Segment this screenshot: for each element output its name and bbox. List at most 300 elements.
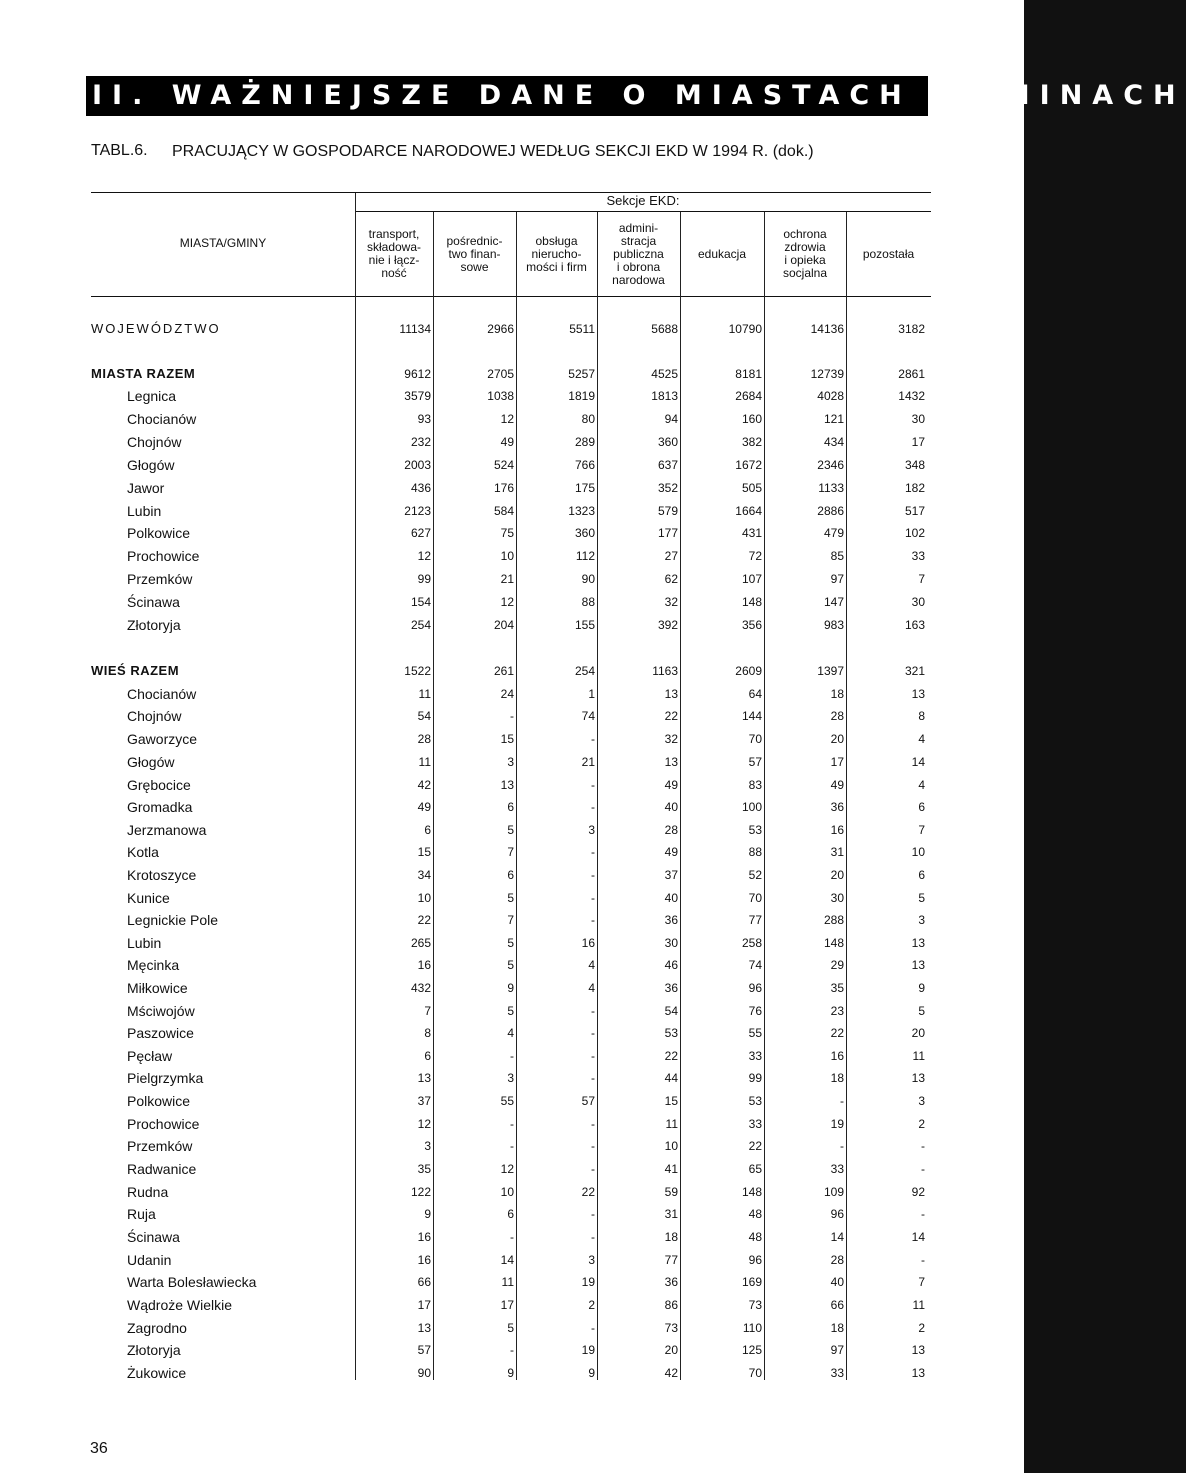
row-value: 1432 [898,389,925,403]
row-label: Prochowice [127,1116,200,1132]
row-value: 434 [823,435,844,449]
row-value: 17 [911,435,925,449]
row-value: 15 [417,845,431,859]
table-row [91,977,931,999]
row-value: 12 [500,595,514,609]
row-value: 10790 [728,322,762,336]
row-value: 28 [417,732,431,746]
row-label: Jerzmanowa [127,822,207,838]
row-value: 13 [911,958,925,972]
row-value: 102 [904,526,925,540]
table-row [91,1022,931,1044]
table-row [91,614,931,636]
table-row [91,408,931,430]
row-label: Paszowice [127,1025,194,1041]
row-value: 182 [904,481,925,495]
header-bottom-rule [91,296,931,297]
row-label: Żukowice [127,1365,187,1381]
row-value: 74 [581,709,595,723]
row-value: 3579 [404,389,431,403]
row-label: Polkowice [127,1093,191,1109]
row-value: 35 [830,981,844,995]
row-value: 155 [574,618,595,632]
row-value: - [591,1071,595,1085]
row-value: 18 [830,687,844,701]
row-value: 232 [410,435,431,449]
row-value: 28 [664,823,678,837]
row-value: - [921,1207,925,1221]
row-value: 9 [507,1366,514,1380]
row-value: 27 [664,549,678,563]
row-value: - [921,1139,925,1153]
row-value: - [591,845,595,859]
row-value: 9612 [404,367,431,381]
row-value: 382 [741,435,762,449]
row-value: 88 [748,845,762,859]
table-row [91,385,931,407]
row-value: 20 [830,868,844,882]
row-label: Gaworzyce [127,731,198,747]
row-value: 2684 [735,389,762,403]
table-row [91,1226,931,1248]
row-value: 9 [918,981,925,995]
row-value: 17 [500,1298,514,1312]
row-value: - [591,1139,595,1153]
row-value: 121 [823,412,844,426]
row-value: 83 [748,778,762,792]
row-value: 392 [657,618,678,632]
row-value: 72 [748,549,762,563]
row-value: 96 [748,1253,762,1267]
row-label: Kotla [127,844,159,860]
row-value: 148 [741,595,762,609]
table-row [91,841,931,863]
row-value: 54 [664,1004,678,1018]
row-label: Lubin [127,935,162,951]
row-value: 62 [664,572,678,586]
row-value: 53 [748,823,762,837]
row-value: 254 [574,664,595,678]
row-value: - [510,1049,514,1063]
row-value: 479 [823,526,844,540]
row-value: 505 [741,481,762,495]
row-value: 86 [664,1298,678,1312]
row-value: 5511 [569,322,595,336]
col-header [846,248,931,261]
col-header-line: pośrednic- [446,233,503,248]
row-label: Legnica [127,388,177,404]
row-value: 49 [830,778,844,792]
col-header-line: nierucho- [531,246,582,261]
table-row [91,454,931,476]
row-value: 99 [417,572,431,586]
row-value: 37 [664,868,678,882]
row-value: 7 [507,845,514,859]
col-header [433,235,516,274]
table-row [91,1158,931,1180]
row-value: 13 [911,687,925,701]
row-value: 93 [417,412,431,426]
row-value: 4028 [817,389,844,403]
row-value: 6 [507,1207,514,1221]
row-value: 100 [741,800,762,814]
row-value: 13 [911,1071,925,1085]
row-value: 16 [581,936,595,950]
row-value: 321 [904,664,925,678]
row-value: 53 [664,1026,678,1040]
row-value: 517 [904,504,925,518]
row-value: - [591,868,595,882]
row-value: 5 [918,891,925,905]
row-value: 112 [575,549,595,563]
row-value: 20 [664,1343,678,1357]
table-row [91,705,931,727]
row-value: 53 [748,1094,762,1108]
row-value: 13 [911,1366,925,1380]
row-value: 14 [911,1230,925,1244]
row-value: 21 [500,572,514,586]
table-row [91,522,931,544]
row-value: 31 [830,845,844,859]
table-row [91,683,931,705]
row-value: 9 [588,1366,595,1380]
row-value: 4525 [651,367,678,381]
row-value: 983 [823,618,844,632]
row-value: 22 [417,913,431,927]
row-value: 11 [418,687,431,701]
col-header [764,228,846,280]
row-value: 36 [664,981,678,995]
row-value: 32 [664,732,678,746]
col-header-line: obsługa [535,233,578,248]
table-row [91,477,931,499]
row-value: 96 [830,1207,844,1221]
row-value: - [591,1026,595,1040]
table-row [91,1294,931,1316]
table-row [91,660,931,682]
row-value: 2 [918,1117,925,1131]
col-header-line: transport, [368,227,420,241]
row-value: 110 [742,1321,762,1335]
table-row [91,363,931,385]
row-value: 5257 [568,367,595,381]
row-value: - [591,891,595,905]
row-value: 524 [493,458,514,472]
table-row [91,1067,931,1089]
row-value: 2123 [404,504,431,518]
col-header-line: mości i firm [526,259,587,274]
col-header-line: sowe [460,259,489,274]
row-label: Złotoryja [127,617,181,633]
table-row [91,1045,931,1067]
row-value: 6 [507,868,514,882]
table-row [91,887,931,909]
row-value: - [840,1139,844,1153]
row-value: 169 [741,1275,762,1289]
row-value: 9 [424,1207,431,1221]
row-value: 15 [664,1094,678,1108]
row-value: 125 [741,1343,762,1357]
row-label: Głogów [127,754,175,770]
col-header-line: publiczna [613,246,664,261]
row-value: 107 [741,572,762,586]
row-value: 2886 [817,504,844,518]
row-value: 19 [830,1117,844,1131]
row-value: - [921,1253,925,1267]
row-value: 2966 [487,322,514,336]
row-value: 17 [830,755,844,769]
table-row [91,1339,931,1361]
row-value: - [921,1162,925,1176]
row-value: 360 [574,526,595,540]
row-value: 6 [918,800,925,814]
row-value: - [510,1230,514,1244]
row-value: 99 [748,1071,762,1085]
row-value: 28 [830,709,844,723]
row-value: 2003 [404,458,431,472]
row-value: 10 [500,1185,514,1199]
table-row [91,431,931,453]
table-row [91,932,931,954]
row-value: 75 [500,526,514,540]
row-value: 1163 [652,664,678,678]
table-row [91,1362,931,1384]
row-value: 431 [741,526,762,540]
row-value: 37 [417,1094,431,1108]
row-value: 5 [507,823,514,837]
row-value: 1522 [404,664,431,678]
row-label: Chocianów [127,411,197,427]
row-value: 30 [911,412,925,426]
row-value: 36 [664,1275,678,1289]
row-value: 22 [664,1049,678,1063]
table-row [91,500,931,522]
row-label: Ścinawa [127,1229,180,1245]
row-value: 176 [493,481,514,495]
row-value: 7 [918,1275,925,1289]
col-header-line: narodowa [612,272,665,287]
row-value: 40 [830,1275,844,1289]
col-header-line: i obrona [616,259,661,274]
col-header [355,228,433,280]
row-label: Rudna [127,1184,169,1200]
row-value: 1813 [651,389,678,403]
row-value: 6 [424,823,431,837]
row-label: Gromadka [127,799,193,815]
col-header-name: MIASTA/GMINY [179,236,267,250]
table-row [91,1181,931,1203]
row-value: 352 [657,481,678,495]
row-value: 265 [410,936,431,950]
table-row [91,819,931,841]
col-header-line: ochrona [783,227,827,241]
row-value: 57 [417,1343,431,1357]
row-value: 15 [500,732,514,746]
row-value: 46 [664,958,678,972]
row-value: 65 [748,1162,762,1176]
row-value: - [840,1094,844,1108]
row-value: - [591,913,595,927]
row-value: 33 [748,1049,762,1063]
row-value: 19 [581,1275,595,1289]
row-value: 20 [911,1026,925,1040]
row-value: 2 [588,1298,595,1312]
row-value: 5688 [651,322,678,336]
table-number: TABL.6. [91,142,148,159]
row-value: 13 [417,1321,431,1335]
row-label: Przemków [127,1138,193,1154]
row-value: 148 [823,936,844,950]
table-row [91,774,931,796]
row-label: Kunice [127,890,170,906]
row-value: - [591,1117,595,1131]
row-label: Wądroże Wielkie [127,1297,233,1313]
row-value: 11 [665,1117,678,1131]
row-value: 10 [500,549,514,563]
row-value: 90 [581,572,595,586]
row-value: 160 [741,412,762,426]
row-value: 31 [664,1207,678,1221]
row-value: 88 [581,595,595,609]
row-value: 30 [830,891,844,905]
col-header-line: nie i łącz- [368,253,420,267]
col-header-line: edukacja [697,246,747,261]
row-label: Krotoszyce [127,867,197,883]
row-value: 8181 [735,367,762,381]
row-value: 2705 [487,367,514,381]
row-value: 30 [664,936,678,950]
row-label: Pielgrzymka [127,1070,204,1086]
col-header-line: admini- [618,220,659,235]
row-value: 147 [823,595,844,609]
table-row [91,318,931,340]
row-value: 3 [918,913,925,927]
col-header-line: i opieka [784,253,826,267]
table-row [91,954,931,976]
row-value: 16 [417,1253,431,1267]
row-value: 2861 [898,367,925,381]
row-value: 11 [501,1275,514,1289]
row-value: 254 [410,618,431,632]
row-value: 97 [830,1343,844,1357]
row-value: 9 [507,981,514,995]
row-value: 11 [912,1049,925,1063]
table-row [91,1135,931,1157]
row-value: 18 [830,1071,844,1085]
row-value: 92 [911,1185,925,1199]
row-value: 16 [417,1230,431,1244]
row-label: Chocianów [127,686,197,702]
row-value: 4 [588,981,595,995]
row-value: 436 [410,481,431,495]
table-row [91,1000,931,1022]
col-header-line: pozostała [862,246,915,261]
row-value: 57 [748,755,762,769]
row-label: Chojnów [127,434,182,450]
row-value: - [510,1117,514,1131]
row-value: 12 [500,1162,514,1176]
row-value: 48 [748,1230,762,1244]
row-value: 13 [911,936,925,950]
col-header [516,235,597,274]
row-value: 90 [417,1366,431,1380]
row-value: 1323 [568,504,595,518]
table-row [91,1271,931,1293]
row-value: 7 [424,1004,431,1018]
row-label: MIASTA RAZEM [91,366,196,381]
row-value: 55 [500,1094,514,1108]
row-value: 70 [748,1366,762,1380]
row-value: 30 [911,595,925,609]
row-value: 49 [417,800,431,814]
row-value: 766 [574,458,595,472]
row-value: 94 [664,412,678,426]
table-title: PRACUJĄCY W GOSPODARCE NARODOWEJ WEDŁUG SEKCJI EKD W 1994 R. (dok.) [172,143,814,160]
row-label: Ścinawa [127,594,180,610]
row-value: 289 [574,435,595,449]
row-value: 10 [911,845,925,859]
row-value: 5 [507,958,514,972]
row-value: - [591,800,595,814]
row-value: 1133 [818,481,844,495]
row-value: 360 [657,435,678,449]
row-value: 5 [507,891,514,905]
col-header [680,248,764,261]
row-value: 22 [664,709,678,723]
row-label: Polkowice [127,525,191,541]
row-value: 2609 [735,664,762,678]
row-value: 41 [664,1162,678,1176]
row-value: 24 [500,687,514,701]
row-value: 33 [748,1117,762,1131]
row-value: 356 [741,618,762,632]
row-value: 70 [748,732,762,746]
table-row [91,1203,931,1225]
row-value: 13 [664,687,678,701]
row-value: 1819 [568,389,595,403]
row-value: 32 [664,595,678,609]
row-label: WOJEWÓDZTWO [91,321,221,336]
row-value: - [591,778,595,792]
row-value: 1 [588,687,595,701]
row-label: Lubin [127,503,162,519]
row-label: WIEŚ RAZEM [91,663,180,678]
row-value: 14 [500,1253,514,1267]
row-value: 6 [918,868,925,882]
row-value: 3 [588,1253,595,1267]
row-value: 11 [912,1298,925,1312]
row-value: 49 [500,435,514,449]
row-value: 3 [507,1071,514,1085]
row-value: 14 [830,1230,844,1244]
row-value: 17 [417,1298,431,1312]
table-row [91,545,931,567]
row-value: 163 [904,618,925,632]
row-value: 12 [500,412,514,426]
row-value: 1672 [735,458,762,472]
header-top-rule [91,192,931,193]
row-label: Udanin [127,1252,172,1268]
row-value: 16 [830,1049,844,1063]
row-value: 33 [830,1162,844,1176]
row-value: 52 [748,868,762,882]
table-row [91,728,931,750]
row-value: 3 [918,1094,925,1108]
row-label: Prochowice [127,548,200,564]
page-number: 36 [90,1440,108,1457]
row-value: 29 [830,958,844,972]
row-value: 77 [664,1253,678,1267]
